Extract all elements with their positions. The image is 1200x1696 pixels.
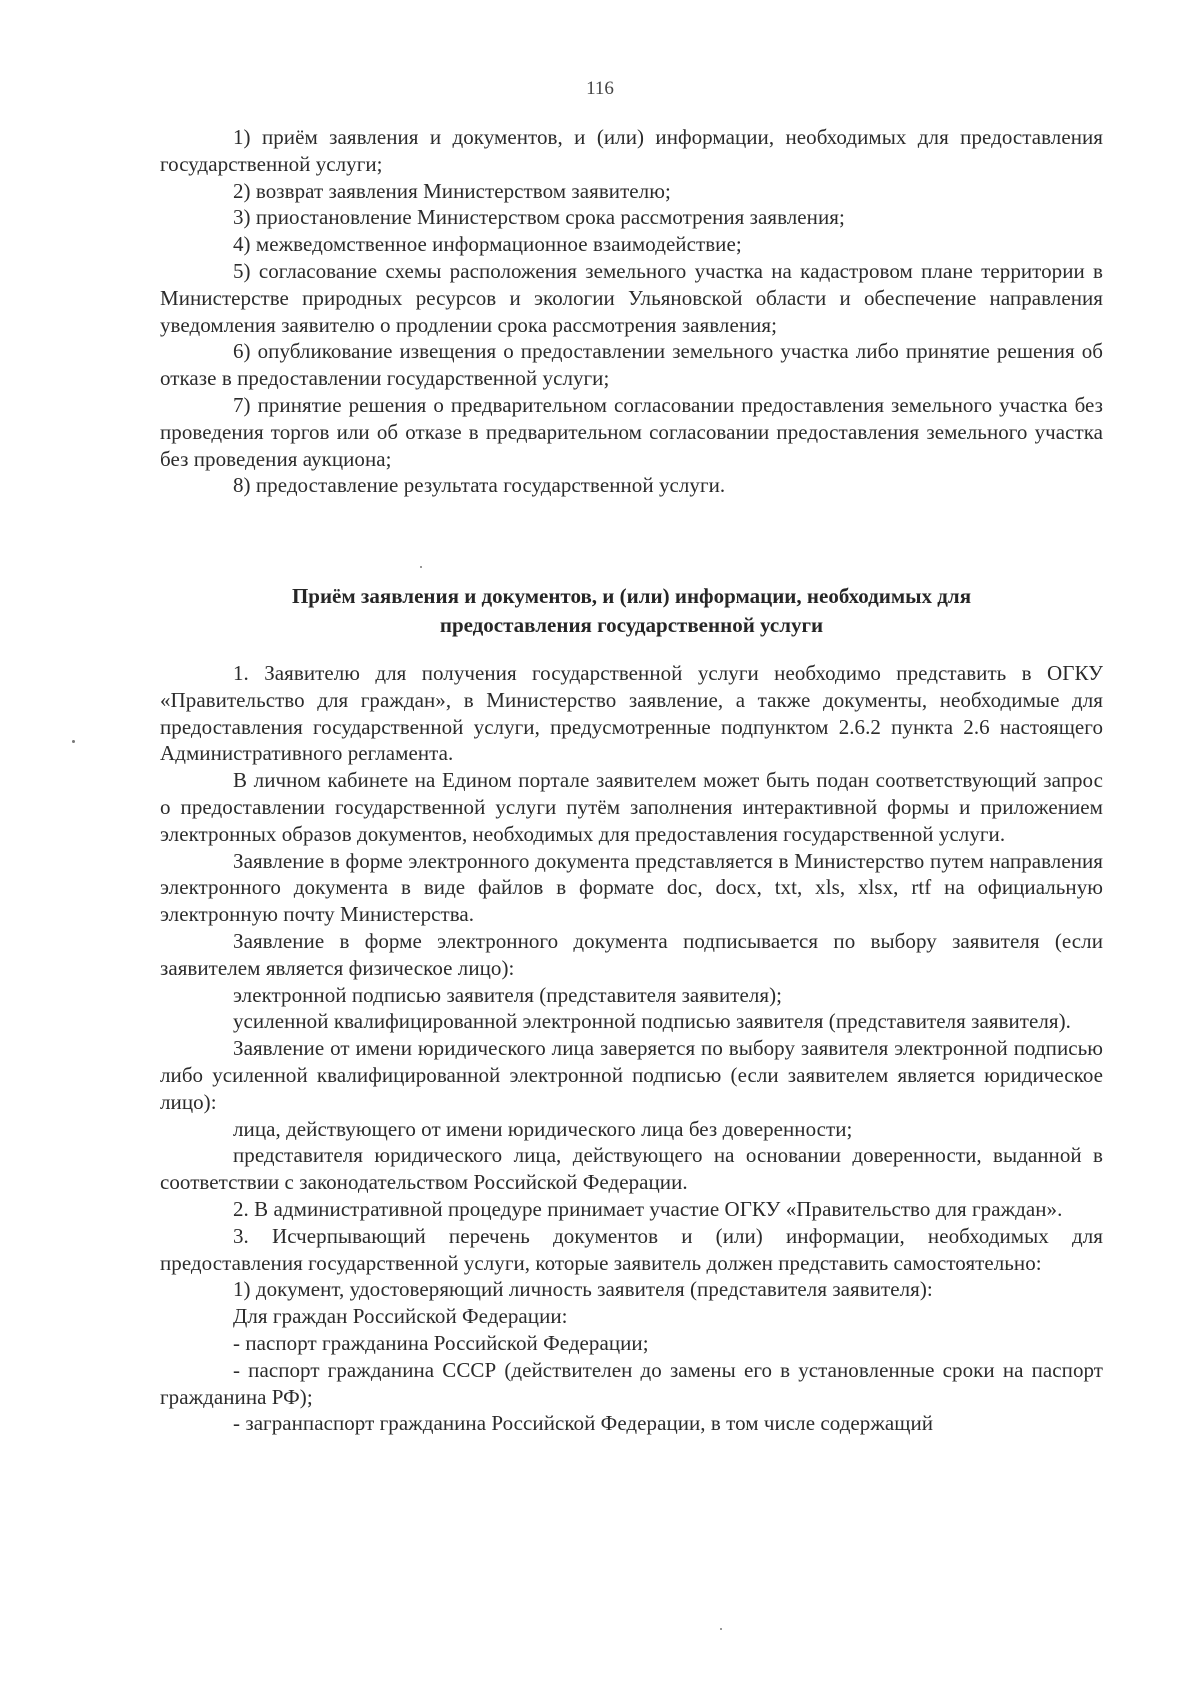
paragraph: 3. Исчерпывающий перечень документов и (или) информации, необходимых для предоставления государственной услуги, которые заявитель должен представить самостоятельно: bbox=[160, 1223, 1103, 1275]
section-body bbox=[160, 660, 1103, 1437]
list-item: 8) предоставление результата государственной услуги. bbox=[233, 473, 726, 498]
paragraph: - паспорт гражданина Российской Федерации; bbox=[233, 1330, 649, 1355]
paragraph: представителя юридического лица, действующего на основании доверенности, выданной в соответствии с законодательством Российской Федерации. bbox=[160, 1143, 1103, 1195]
paragraph: лица, действующего от имени юридического лица без доверенности; bbox=[233, 1116, 853, 1141]
paragraph: - паспорт гражданина СССР (действителен до замены его в установленные сроки на паспорт гражданина РФ); bbox=[160, 1357, 1103, 1409]
scan-speck bbox=[420, 566, 422, 568]
paragraph: 1. Заявителю для получения государственной услуги необходимо представить в ОГКУ «Правительство для граждан», в Министерство заявление, а также документы, необходимые для предоставления государственной услуги, предусмотренные подпунктом 2.6.2 пункта 2.6 настоящего Административного регламента. bbox=[160, 661, 1103, 766]
paragraph: В личном кабинете на Едином портале заявителем может быть подан соответствующий запрос о предоставлении государственной услуги путём заполнения интерактивной формы и приложением электронных образов документов, необходимых для предоставления государственной услуги. bbox=[160, 768, 1103, 846]
list-item: 7) принятие решения о предварительном согласовании предоставления земельного участка без проведения торгов или об отказе в предварительном согласовании предоставления земельного участка без проведения аукциона; bbox=[160, 392, 1103, 471]
section-heading bbox=[160, 582, 1103, 640]
procedure-list bbox=[160, 124, 1103, 499]
scan-speck bbox=[720, 1628, 722, 1630]
paragraph: Для граждан Российской Федерации: bbox=[233, 1304, 568, 1329]
list-item: 4) межведомственное информационное взаимодействие; bbox=[233, 232, 742, 257]
page-number: 116 bbox=[586, 78, 614, 99]
paragraph: усиленной квалифицированной электронной подписью заявителя (представителя заявителя). bbox=[233, 1009, 1071, 1034]
list-item: 3) приостановление Министерством срока рассмотрения заявления; bbox=[233, 205, 845, 230]
scan-speck bbox=[72, 740, 75, 743]
paragraph: 2. В административной процедуре принимает участие ОГКУ «Правительство для граждан». bbox=[233, 1196, 1063, 1221]
paragraph: 1) документ, удостоверяющий личность заявителя (представителя заявителя): bbox=[233, 1277, 933, 1302]
list-item: 6) опубликование извещения о предоставлении земельного участка либо принятие решения об отказе в предоставлении государственной услуги; bbox=[160, 339, 1103, 391]
list-item: 5) согласование схемы расположения земельного участка на кадастровом плане территории в Министерстве природных ресурсов и экологии Ульяновской области и обеспечение направления уведомления заявителю о продлении срока рассмотрения заявления; bbox=[160, 258, 1103, 337]
list-item: 1) приём заявления и документов, и (или) информации, необходимых для предоставления государственной услуги; bbox=[160, 125, 1103, 176]
paragraph: - загранпаспорт гражданина Российской Федерации, в том числе содержащий bbox=[233, 1411, 934, 1436]
paragraph: Заявление в форме электронного документа представляется в Министерство путем направления электронного документа в виде файлов в формате doc, docx, txt, xls, xlsx, rtf на официальную электронную почту Министерства. bbox=[160, 848, 1103, 927]
paragraph: Заявление в форме электронного документа подписывается по выбору заявителя (если заявителем является физическое лицо): bbox=[160, 928, 1103, 980]
section-heading-line: предоставления государственной услуги bbox=[439, 613, 824, 637]
paragraph: электронной подписью заявителя (представителя заявителя); bbox=[233, 982, 783, 1007]
paragraph: Заявление от имени юридического лица заверяется по выбору заявителя электронной подписью либо усиленной квалифицированной электронной подписью (если заявителем является юридическое лицо): bbox=[160, 1036, 1103, 1114]
section-heading-line: Приём заявления и документов, и (или) информации, необходимых для bbox=[291, 584, 972, 608]
list-item: 2) возврат заявления Министерством заявителю; bbox=[233, 178, 671, 203]
